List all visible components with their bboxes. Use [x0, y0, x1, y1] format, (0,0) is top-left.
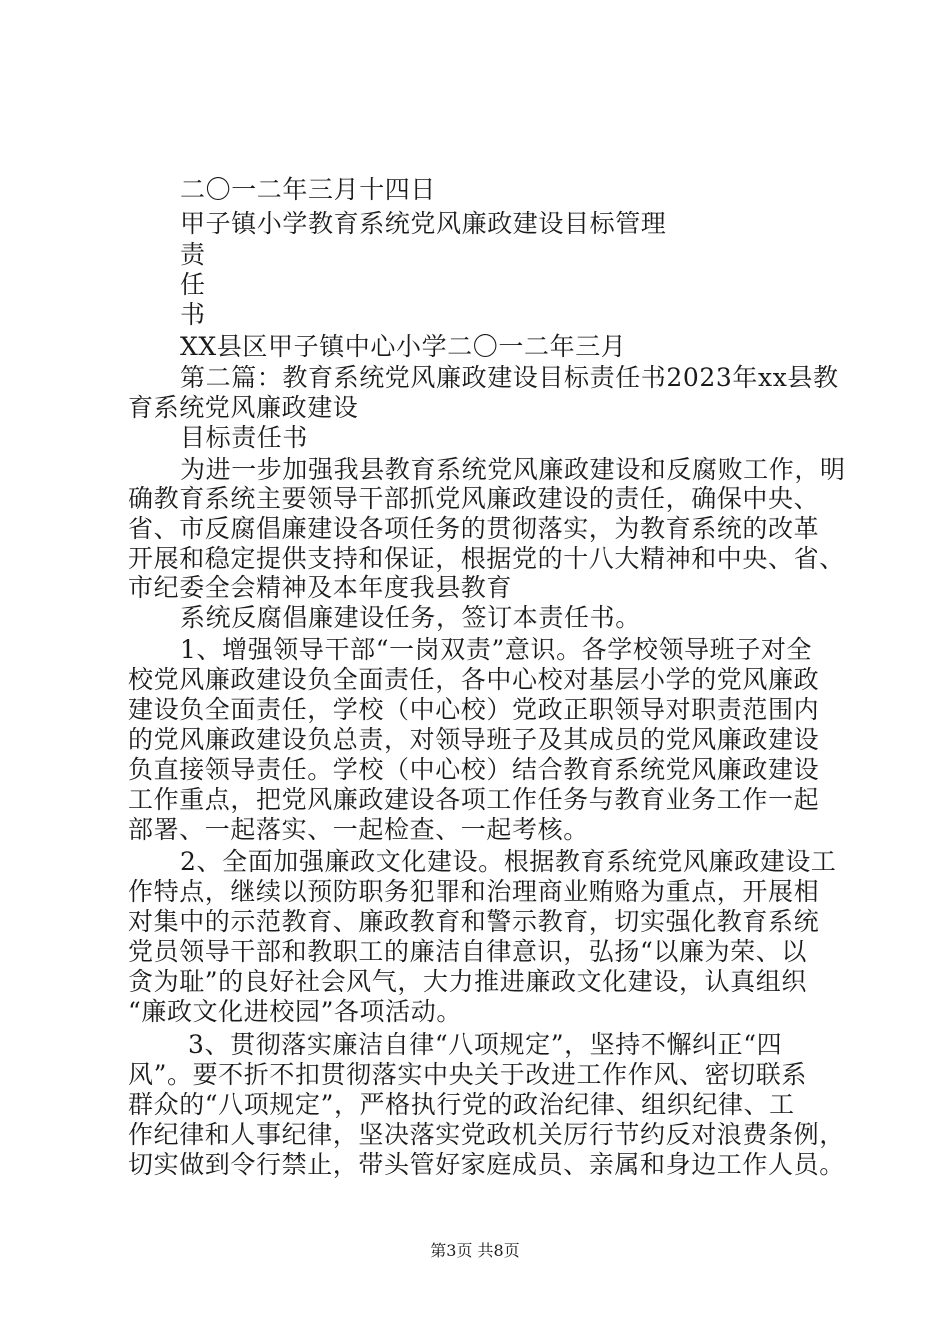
- paragraph-line: 党员领导干部和教职工的廉洁自律意识，弘扬“以廉为荣、以: [128, 937, 807, 966]
- paragraph-line: 负直接领导责任。学校（中心校）结合教育系统党风廉政建设: [128, 755, 820, 784]
- paragraph-line: “廉政文化进校园”各项活动。: [128, 997, 462, 1026]
- paragraph-line: 贪为耻”的良好社会风气，大力推进廉政文化建设，认真组织: [128, 967, 807, 996]
- title-char-ren: 任: [180, 270, 206, 299]
- paragraph-line: 作特点，继续以预防职务犯罪和治理商业贿赂为重点，开展相: [128, 877, 820, 906]
- paragraph-line: 的党风廉政建设负总责，对领导班子及其成员的党风廉政建设: [128, 725, 820, 754]
- paragraph-line: 部署、一起落实、一起检查、一起考核。: [128, 815, 589, 844]
- paragraph-line: 为进一步加强我县教育系统党风廉政建设和反腐败工作，明: [180, 455, 846, 484]
- page-footer: 第3页 共8页: [430, 1241, 520, 1260]
- title-char-shu: 书: [180, 300, 206, 329]
- section-heading-line-2: 育系统党风廉政建设: [128, 393, 359, 422]
- paragraph-line: 3、贯彻落实廉洁自律“八项规定”，坚持不懈纠正“四: [188, 1030, 783, 1059]
- doc-title-line: 甲子镇小学教育系统党风廉政建设目标管理: [180, 209, 667, 238]
- date-line: 二〇一二年三月十四日: [180, 175, 437, 204]
- paragraph-line: 群众的“八项规定”，严格执行党的政治纪律、组织纪律、工: [128, 1090, 795, 1119]
- paragraph-line: 2、全面加强廉政文化建设。根据教育系统党风廉政建设工: [180, 847, 837, 876]
- paragraph-line: 市纪委全会精神及本年度我县教育: [128, 573, 513, 602]
- paragraph-line: 1、增强领导干部“一岗双责”意识。各学校领导班子对全: [180, 635, 813, 664]
- paragraph-line: 切实做到令行禁止，带头管好家庭成员、亲属和身边工作人员。: [128, 1150, 845, 1179]
- subtitle-line: 目标责任书: [180, 423, 309, 452]
- paragraph-line: 系统反腐倡廉建设任务，签订本责任书。: [180, 603, 641, 632]
- issuer-line: XX县区甲子镇中心小学二〇一二年三月: [180, 332, 627, 361]
- paragraph-line: 作纪律和人事纪律，坚决落实党政机关厉行节约反对浪费条例，: [128, 1120, 845, 1149]
- paragraph-line: 工作重点，把党风廉政建设各项工作任务与教育业务工作一起: [128, 785, 820, 814]
- paragraph-line: 对集中的示范教育、廉政教育和警示教育，切实强化教育系统: [128, 907, 820, 936]
- section-heading-line-1: 第二篇：教育系统党风廉政建设目标责任书2023年xx县教: [180, 363, 839, 392]
- paragraph-line: 校党风廉政建设负全面责任，各中心校对基层小学的党风廉政: [128, 665, 820, 694]
- paragraph-line: 确教育系统主要领导干部抓党风廉政建设的责任，确保中央、: [128, 484, 820, 513]
- paragraph-line: 开展和稳定提供支持和保证，根据党的十八大精神和中央、省、: [128, 544, 845, 573]
- title-char-ze: 责: [180, 240, 206, 269]
- paragraph-line: 风”。要不折不扣贯彻落实中央关于改进工作作风、密切联系: [128, 1060, 807, 1089]
- paragraph-line: 建设负全面责任，学校（中心校）党政正职领导对职责范围内: [128, 695, 820, 724]
- paragraph-line: 省、市反腐倡廉建设各项任务的贯彻落实，为教育系统的改革: [128, 514, 820, 543]
